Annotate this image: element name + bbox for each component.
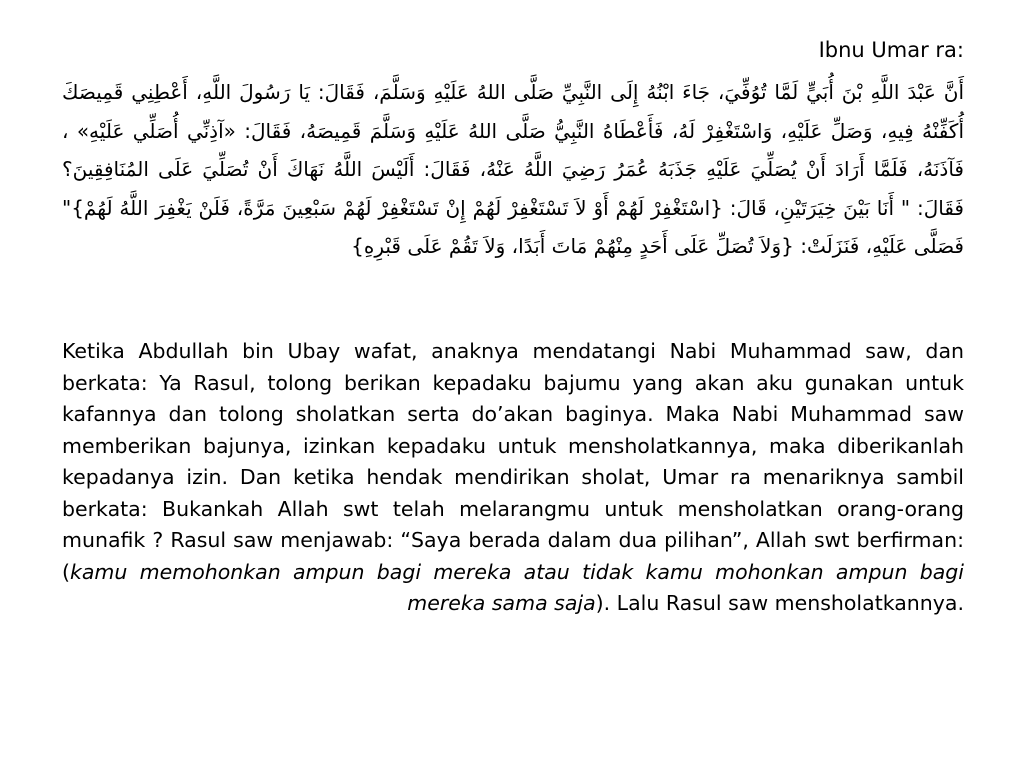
translation-quran-quote: kamu memohonkan ampun bagi mereka atau tidak kamu mohonkan ampun bagi mereka sama saja	[70, 559, 964, 615]
translation-main-text: Ketika Abdullah bin Ubay wafat, anaknya mendatangi Nabi Muhammad saw, dan berkata: Ya Rasul, tolong berikan kepadaku bajumu yang akan aku gunakan untuk kafannya dan tolong sholatkan serta do’akan baginya. Maka Nabi Muhammad saw memberikan bajunya, izinkan kepadaku untuk mensholatkannya, maka diberikanlah kepadanya izin. Dan ketika hendak mendirikan sholat, Umar ra menariknya sambil berkata: Bukankah Allah swt telah melarangmu untuk mensholatkan orang-orang munafik ? Rasul saw menjawab: “Saya berada dalam dua pilihan”, Allah swt berfirman: (	[62, 339, 964, 584]
indonesian-translation	[62, 336, 964, 620]
narrator-heading: Ibnu Umar ra:	[818, 38, 964, 62]
translation-closing-text: ). Lalu Rasul saw mensholatkannya.	[595, 591, 964, 615]
arabic-hadith-text: أَنَّ عَبْدَ اللَّهِ بْنَ أُبَيٍّ لَمَّا تُوُفِّيَ، جَاءَ ابْنُهُ إِلَى النَّبِيِّ صَلَّى اللهُ عَلَيْهِ وَسَلَّمَ، فَقَالَ: يَا رَسُولَ اللَّهِ، أَعْطِنِي قَمِيصَكَ أُكَفِّنْهُ فِيهِ، وَصَلِّ عَلَيْهِ، وَاسْتَغْفِرْ لَهُ، فَأَعْطَاهُ النَّبِيُّ صَلَّى اللهُ عَلَيْهِ وَسَلَّمَ قَمِيصَهُ، فَقَالَ: «آذِنِّي أُصَلِّي عَلَيْهِ» ، فَآذَنَهُ، فَلَمَّا أَرَادَ أَنْ يُصَلِّيَ عَلَيْهِ جَذَبَهُ عُمَرُ رَضِيَ اللَّهُ عَنْهُ، فَقَالَ: أَلَيْسَ اللَّهُ نَهَاكَ أَنْ تُصَلِّيَ عَلَى المُنَافِقِينَ؟ فَقَالَ: " أَنَا بَيْنَ خِيَرَتَيْنِ، قَالَ: {اسْتَغْفِرْ لَهُمْ أَوْ لاَ تَسْتَغْفِرْ لَهُمْ إِنْ تَسْتَغْفِرْ لَهُمْ سَبْعِينَ مَرَّةً، فَلَنْ يَغْفِرَ اللَّهُ لَهُمْ}" فَصَلَّى عَلَيْهِ، فَنَزَلَتْ: {وَلاَ تُصَلِّ عَلَى أَحَدٍ مِنْهُمْ مَاتَ أَبَدًا، وَلاَ تَقُمْ عَلَى قَبْرِهِ}	[62, 80, 964, 259]
